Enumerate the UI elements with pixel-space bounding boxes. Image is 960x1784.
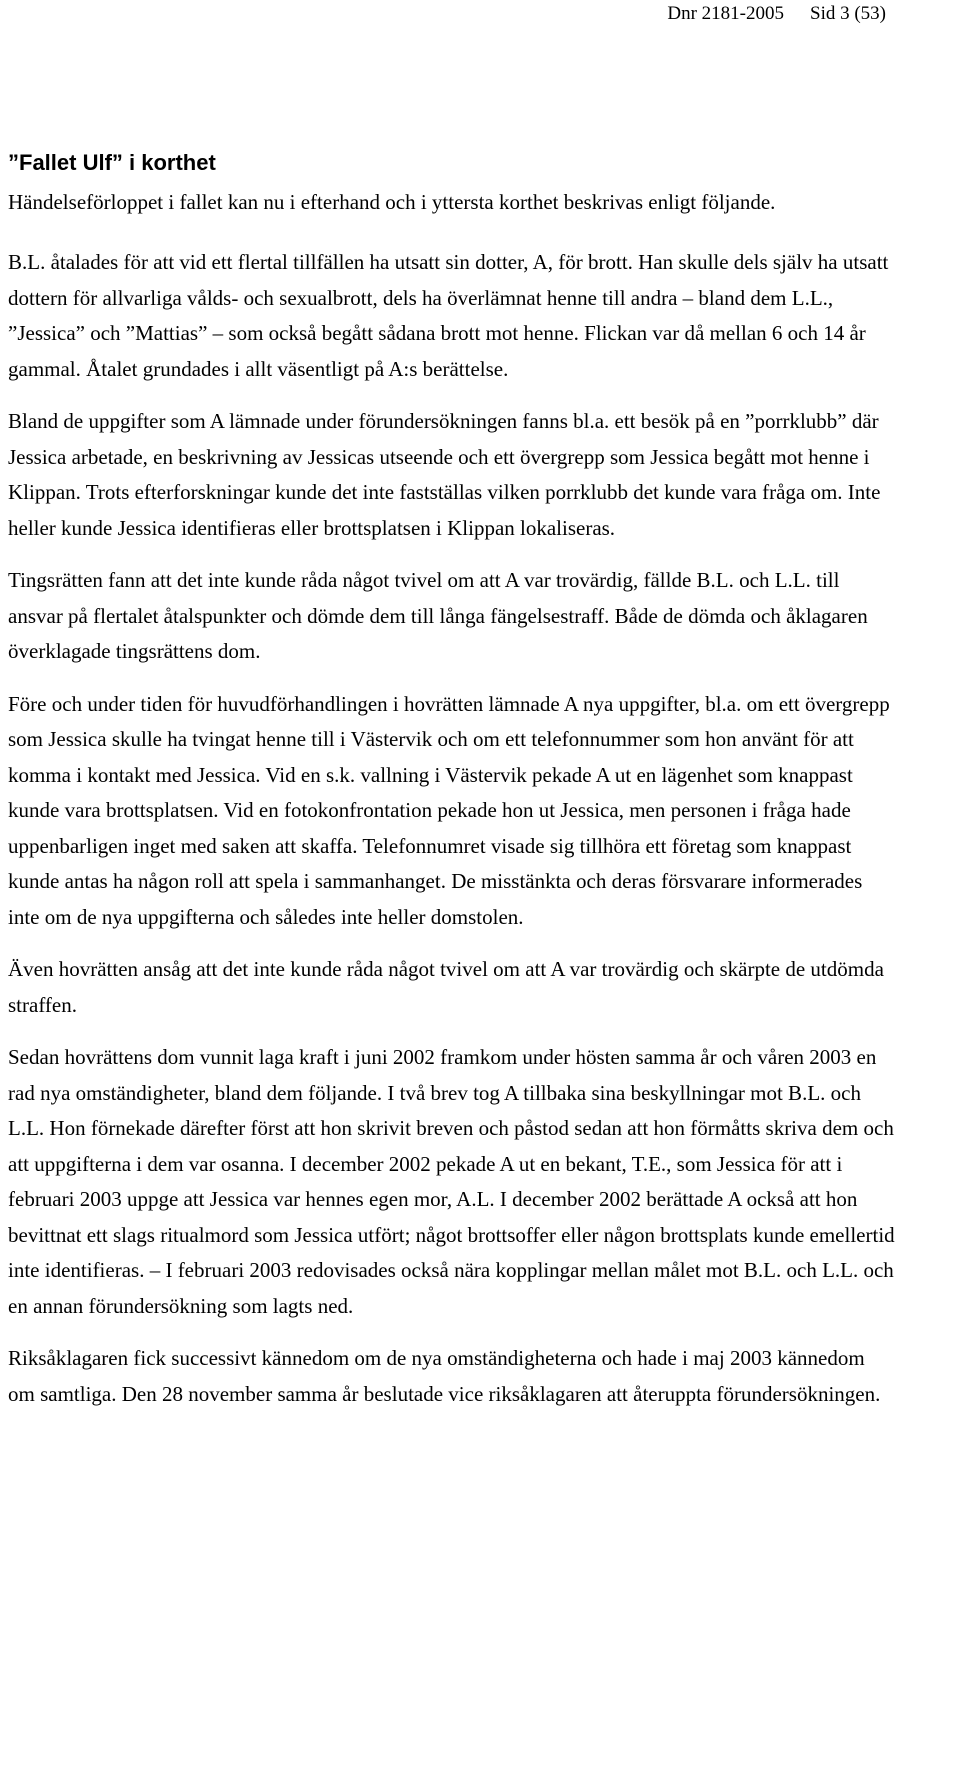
paragraph: Även hovrätten ansåg att det inte kunde råda något tvivel om att A var trovärdig och skärpte de utdömda straffen. — [8, 957, 884, 1017]
paragraph: Före och under tiden för huvudförhandlingen i hovrätten lämnade A nya uppgifter, bl.a. om ett övergrepp som Jessica skulle ha tvingat henne till i Västervik och om ett telefonnummer som hon använt för att komma i kontakt med Jessica. Vid en s.k. vallning i Västervik pekade A ut en lägenhet som knappast kunde vara brottsplatsen. Vid en fotokonfrontation pekade hon ut Jessica, men personen i fråga hade uppenbarligen inget med saken att skaffa. Telefonnumret visade sig tillhöra ett företag som knappast kunde antas ha någon roll att spela i sammanhanget. De misstänkta och deras försvarare informerades inte om de nya uppgifterna och således inte heller domstolen. — [8, 691, 890, 929]
document-number: Dnr 2181-2005 — [667, 3, 784, 24]
page-header — [667, 2, 886, 26]
paragraph: Riksåklagaren fick successivt kännedom om de nya omständigheterna och hade i maj 2003 kännedom om samtliga. Den 28 november samma år beslutade vice riksåklagaren att återuppta förundersökningen. — [8, 1346, 881, 1406]
page-number: Sid 3 (53) — [810, 3, 886, 24]
section-heading: ”Fallet Ulf” i korthet — [8, 150, 216, 175]
paragraph: Bland de uppgifter som A lämnade under förundersökningen fanns bl.a. ett besök på en ”porrklubb” där Jessica arbetade, en beskrivning av Jessicas utseende och ett övergrepp som Jessica begått mot henne i Klippan. Trots efterforskningar kunde det inte fastställas vilken porrklubb det kunde vara fråga om. Inte heller kunde Jessica identifieras eller brottsplatsen i Klippan lokaliseras. — [8, 409, 881, 540]
paragraph: Sedan hovrättens dom vunnit laga kraft i juni 2002 framkom under hösten samma år och våren 2003 en rad nya omständigheter, bland dem följande. I två brev tog A tillbaka sina beskyllningar mot B.L. och L.L. Hon förnekade därefter först att hon skrivit breven och påstod sedan att hon förmåtts skriva dem och att uppgifterna i dem var osanna. I december 2002 pekade A ut en bekant, T.E., som Jessica för att i februari 2003 uppge att Jessica var hennes egen mor, A.L. I december 2002 berättade A också att hon bevittnat ett slags ritualmord som Jessica utfört; något brottsoffer eller någon brottsplats kunde emellertid inte identifieras. – I februari 2003 redovisades också nära kopplingar mellan målet mot B.L. och L.L. och en annan förundersökning som lagts ned. — [8, 1045, 895, 1318]
paragraph: Händelseförloppet i fallet kan nu i efterhand och i yttersta korthet beskrivas enligt följande. — [8, 190, 776, 214]
paragraph: B.L. åtalades för att vid ett flertal tillfällen ha utsatt sin dotter, A, för brott. Han skulle dels själv ha utsatt dottern för allvarliga vålds- och sexualbrott, dels ha överlämnat henne till andra – bland dem L.L., ”Jessica” och ”Mattias” – som också begått sådana brott mot henne. Flickan var då mellan 6 och 14 år gammal. Åtalet grundades i allt väsentligt på A:s berättelse. — [8, 250, 889, 381]
paragraph: Tingsrätten fann att det inte kunde råda något tvivel om att A var trovärdig, fällde B.L. och L.L. till ansvar på flertalet åtalspunkter och dömde dem till långa fängelsestraff. Både de dömda och åklagaren överklagade tingsrättens dom. — [8, 568, 868, 663]
document-body — [8, 148, 896, 1429]
